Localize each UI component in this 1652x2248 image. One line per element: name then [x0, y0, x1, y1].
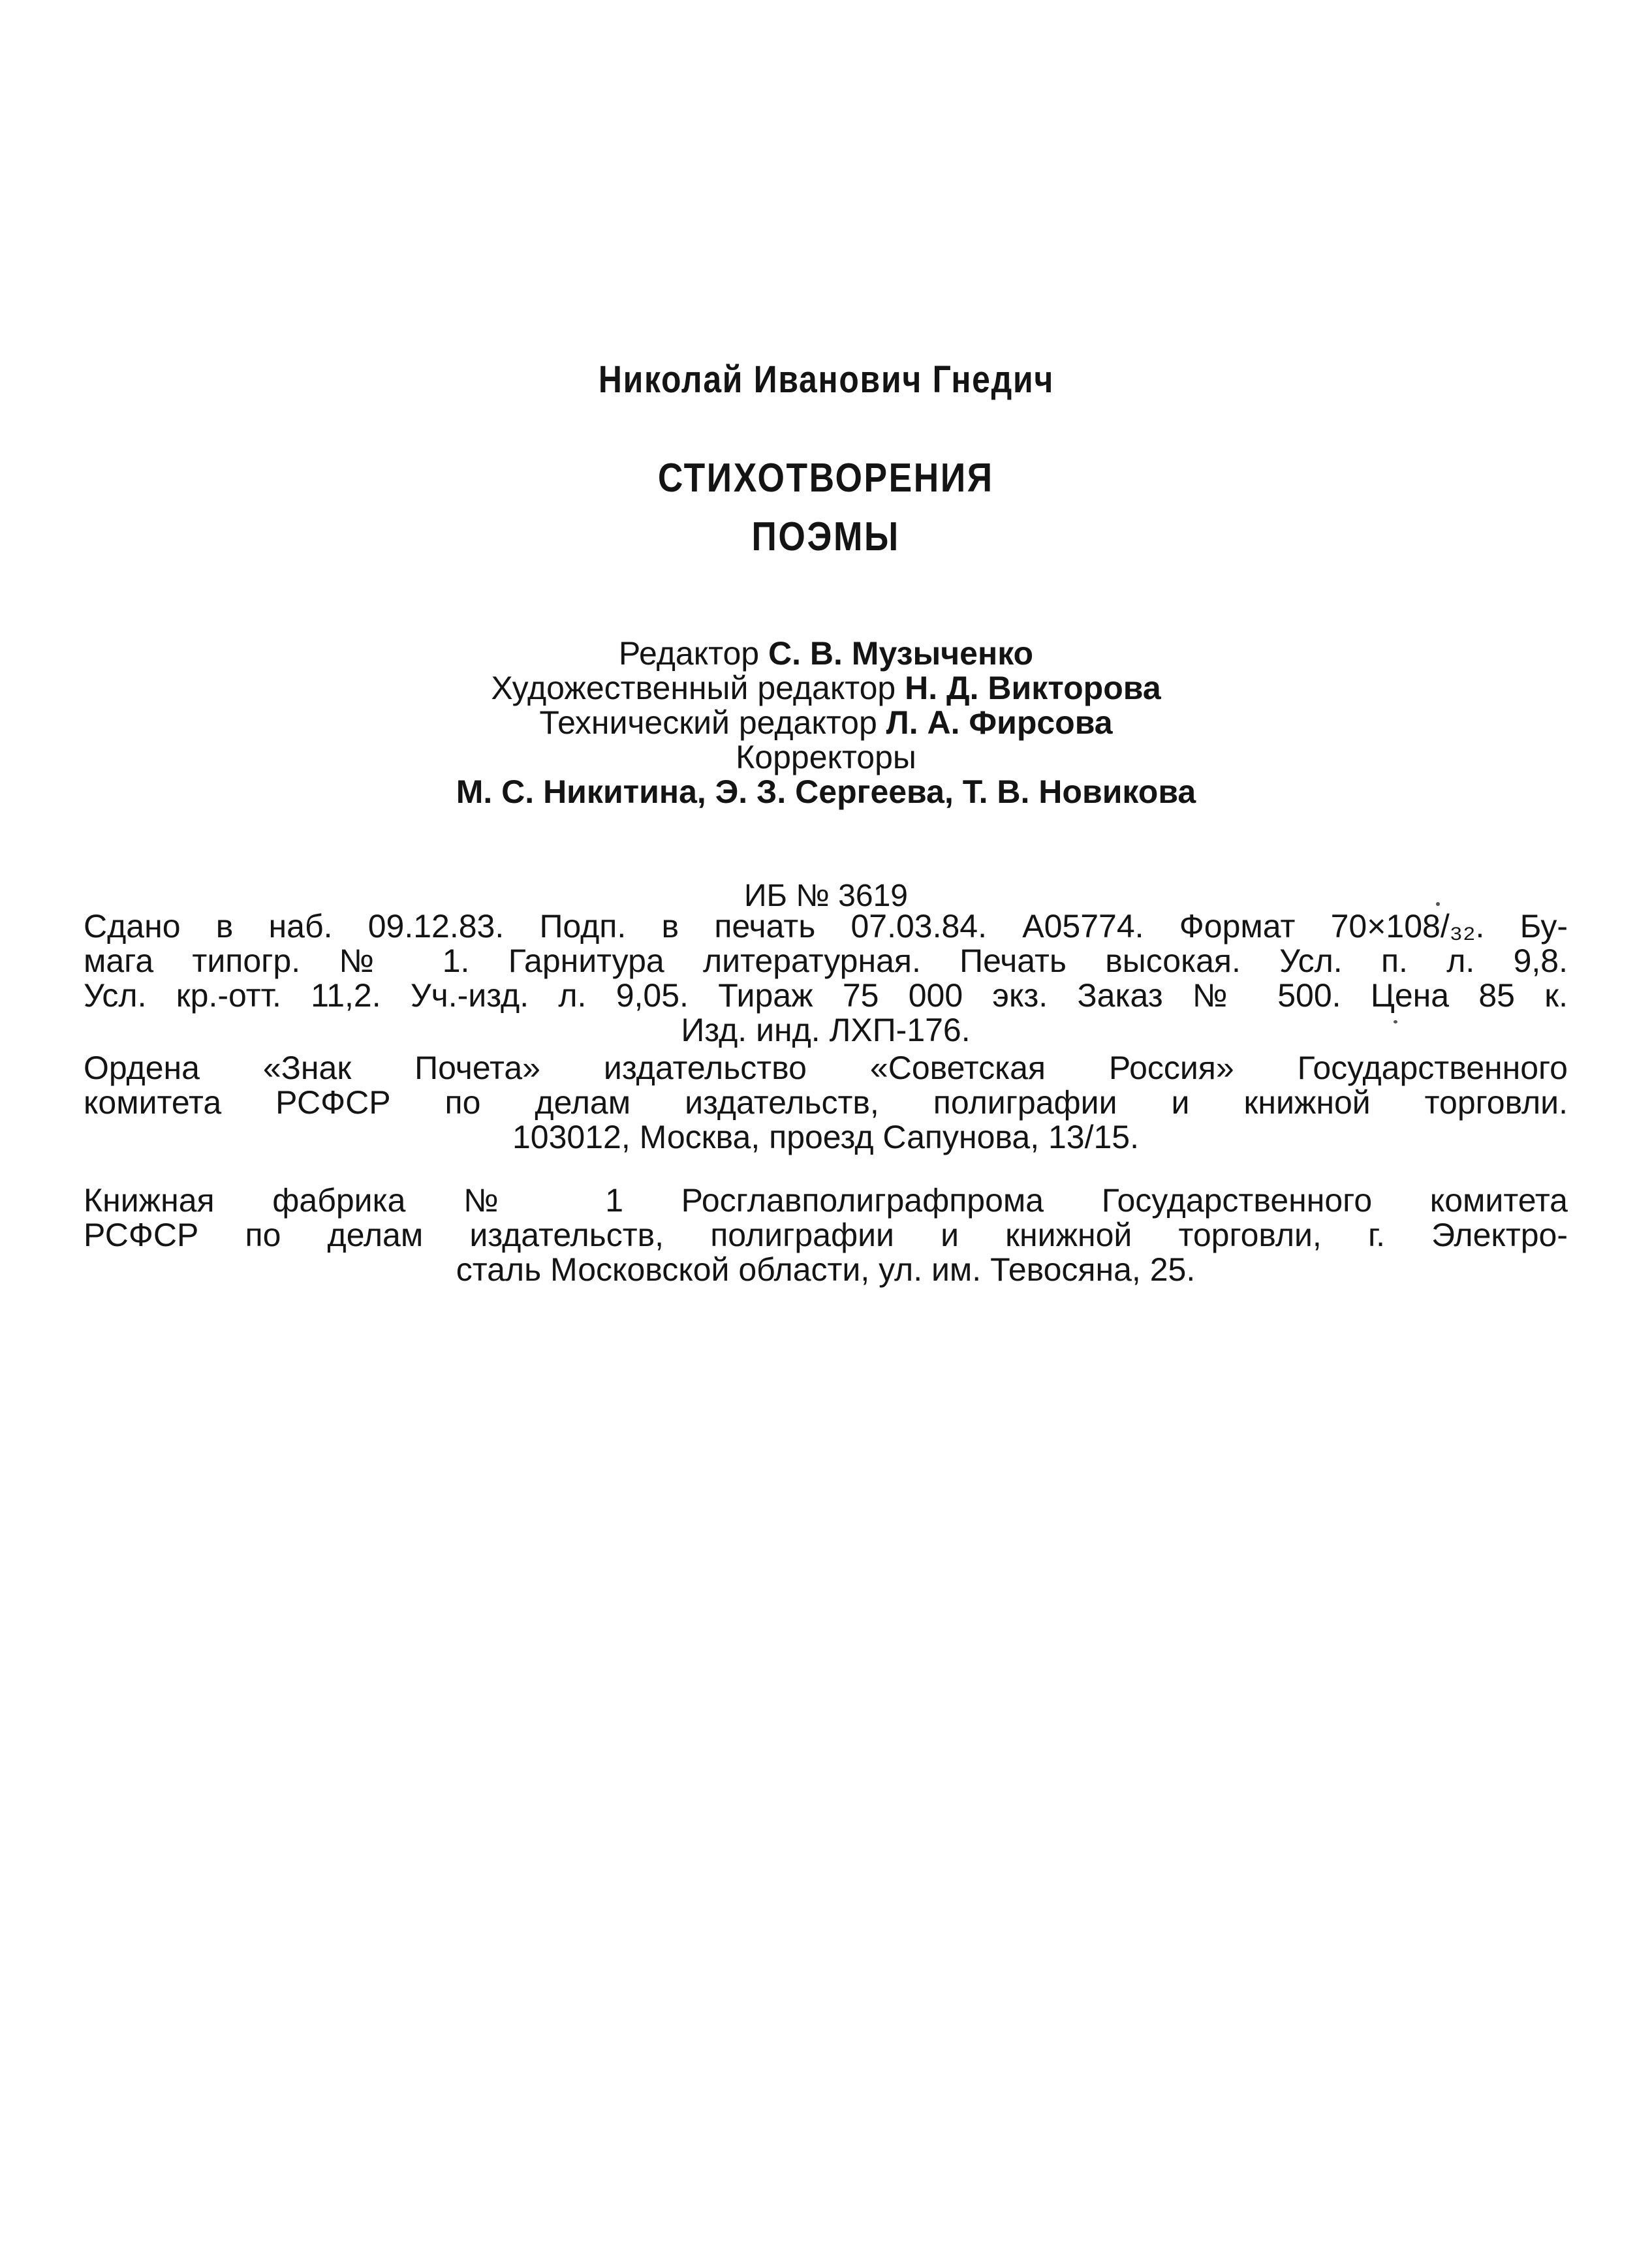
imprint-line-1: Сдано в наб. 09.12.83. Подп. в печать 07.03.84. А05774. Формат 70×108/₃₂. Бу- — [84, 908, 1568, 944]
publisher-line-2: комитета РСФСР по делам издательств, полиграфии и книжной торговли. — [84, 1084, 1568, 1121]
book-title-line-2: ПОЭМЫ — [751, 514, 901, 559]
print-speck — [1394, 1020, 1397, 1023]
art-editor-line: Художественный редактор Н. Д. Викторова — [491, 670, 1161, 706]
imprint-line-2: мага типогр. № 1. Гарнитура литературная. Печать высокая. Усл. п. л. 9,8. — [84, 943, 1568, 979]
editor-line: Редактор С. В. Музыченко — [618, 635, 1034, 672]
correctors-names: М. С. Никитина, Э. З. Сергеева, Т. В. Новикова — [456, 773, 1196, 810]
imprint-line-3: Усл. кр.-отт. 11,2. Уч.-изд. л. 9,05. Тираж 75 000 экз. Заказ № 500. Цена 85 к. — [84, 977, 1568, 1014]
printer-line-3: сталь Московской области, ул. им. Тевосяна, 25. — [456, 1251, 1196, 1288]
publisher-line-3: 103012, Москва, проезд Сапунова, 13/15. — [512, 1119, 1139, 1155]
tech-editor-line: Технический редактор Л. А. Фирсова — [539, 704, 1113, 741]
publisher-line-1: Ордена «Знак Почета» издательство «Советская Россия» Государственного — [84, 1050, 1568, 1086]
printer-info — [84, 1183, 1568, 1287]
credits-block — [78, 636, 1574, 809]
imprint-line-4: Изд. инд. ЛХП-176. — [681, 1012, 971, 1048]
printer-line-1: Книжная фабрика № 1 Росглавполиграфпрома Государственного комитета — [84, 1182, 1568, 1219]
correctors-label: Корректоры — [736, 739, 916, 775]
book-title-line-1: СТИХОТВОРЕНИЯ — [658, 456, 994, 501]
author-name: Николай Иванович Гнедич — [598, 358, 1054, 401]
ib-number: ИБ № 3619 — [744, 879, 908, 913]
publisher-info — [84, 1051, 1568, 1155]
printer-line-2: РСФСР по делам издательств, полиграфии и книжной торговли, г. Электро- — [84, 1217, 1568, 1253]
imprint-details — [84, 909, 1568, 1048]
print-speck — [1436, 902, 1440, 906]
